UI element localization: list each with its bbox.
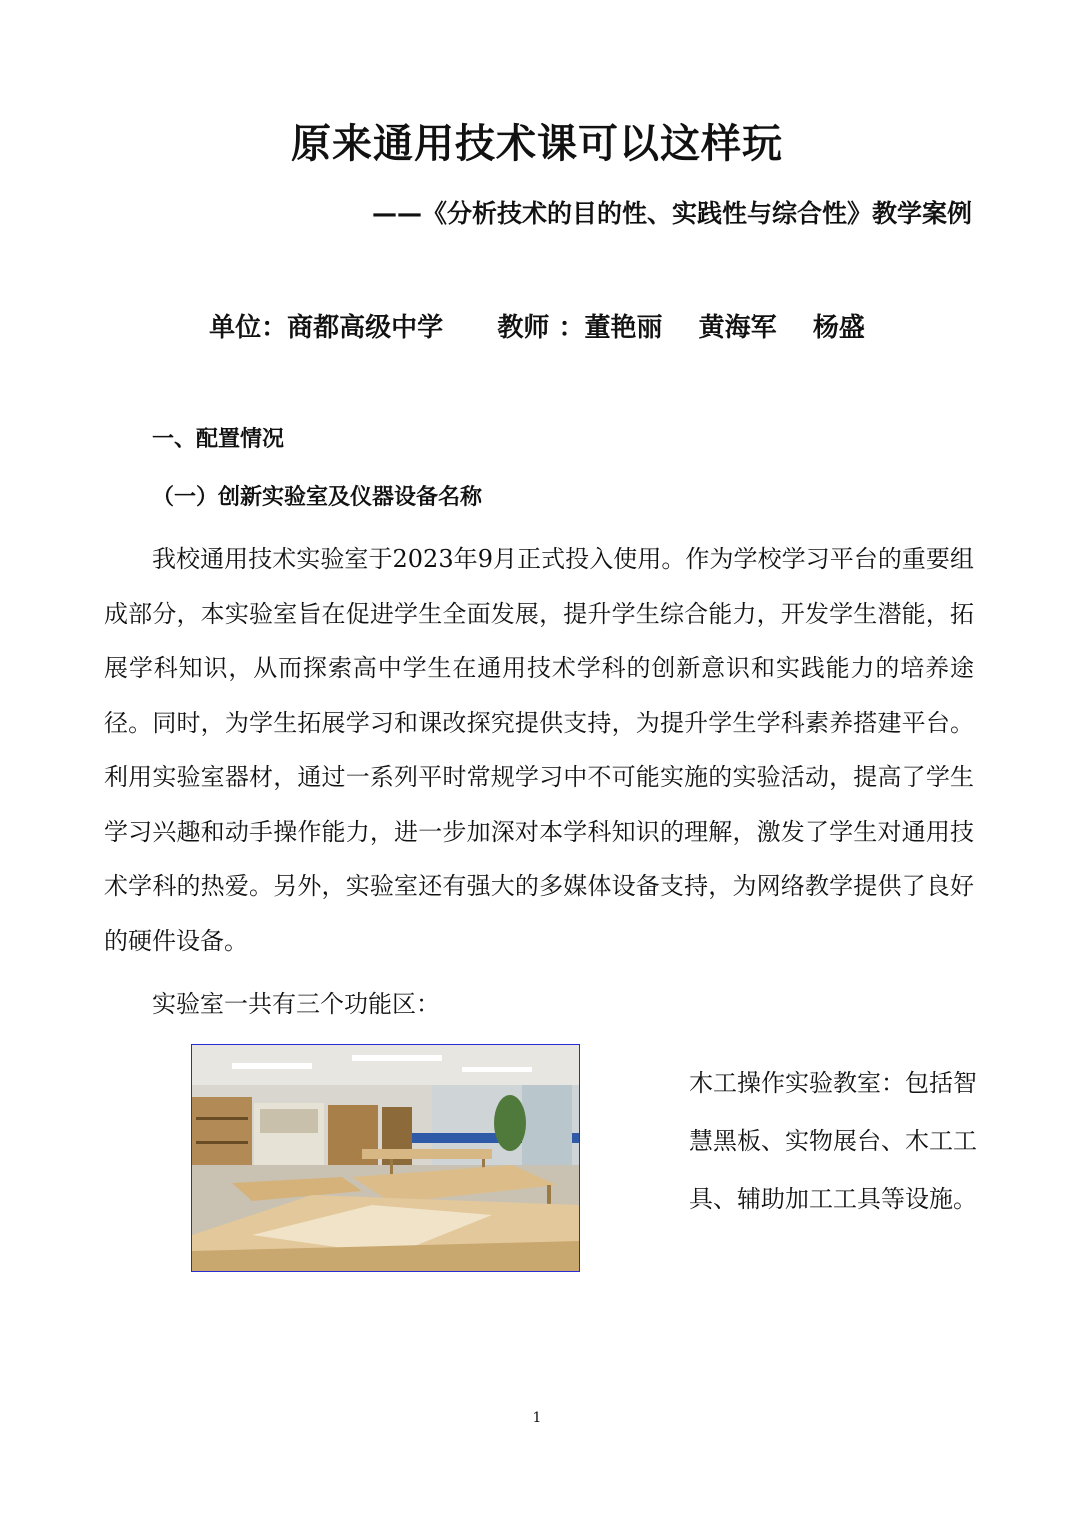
section-heading: 一、配置情况 [152,427,285,452]
intro-line: 实验室一共有三个功能区： [152,990,440,1018]
photo-caption: 木工操作实验教室：包括智慧黑板、实物展台、木工工具、辅助加工工具等设施。 [689,1069,977,1213]
subsection-heading: （一）创新实验室及仪器设备名称 [152,485,483,510]
author-unit-line: 单位：商都高级中学 教师 ：董艳丽 黄海军 杨盛 [209,313,865,343]
body-paragraph: 我校通用技术实验室于2023年9月正式投入使用。作为学校学习平台的重要组成部分，本实验室旨在促进学生全面发展，提升学生综合能力，开发学生潜能，拓展学科知识，从而探索高中学生在通用技术学科的创新意识和实践能力的培养途径。同时，为学生拓展学习和课改探究提供支持，为提升学生学科素养搭建平台。利用实验室器材，通过一系列平时常规学习中不可能实施的实验活动，提高了学生学习兴趣和动手操作能力，进一步加深对本学科知识的理解，激发了学生对通用技术学科的热爱。另外，实验室还有强大的多媒体设备支持，为网络教学提供了良好的硬件设备。 [104,545,974,955]
lab-photo [191,1044,580,1272]
document-subtitle: ——《分析技术的目的性、实践性与综合性》教学案例 [371,199,972,228]
page-number: 1 [532,1410,542,1426]
document-title: 原来通用技术课可以这样玩 [291,121,783,167]
